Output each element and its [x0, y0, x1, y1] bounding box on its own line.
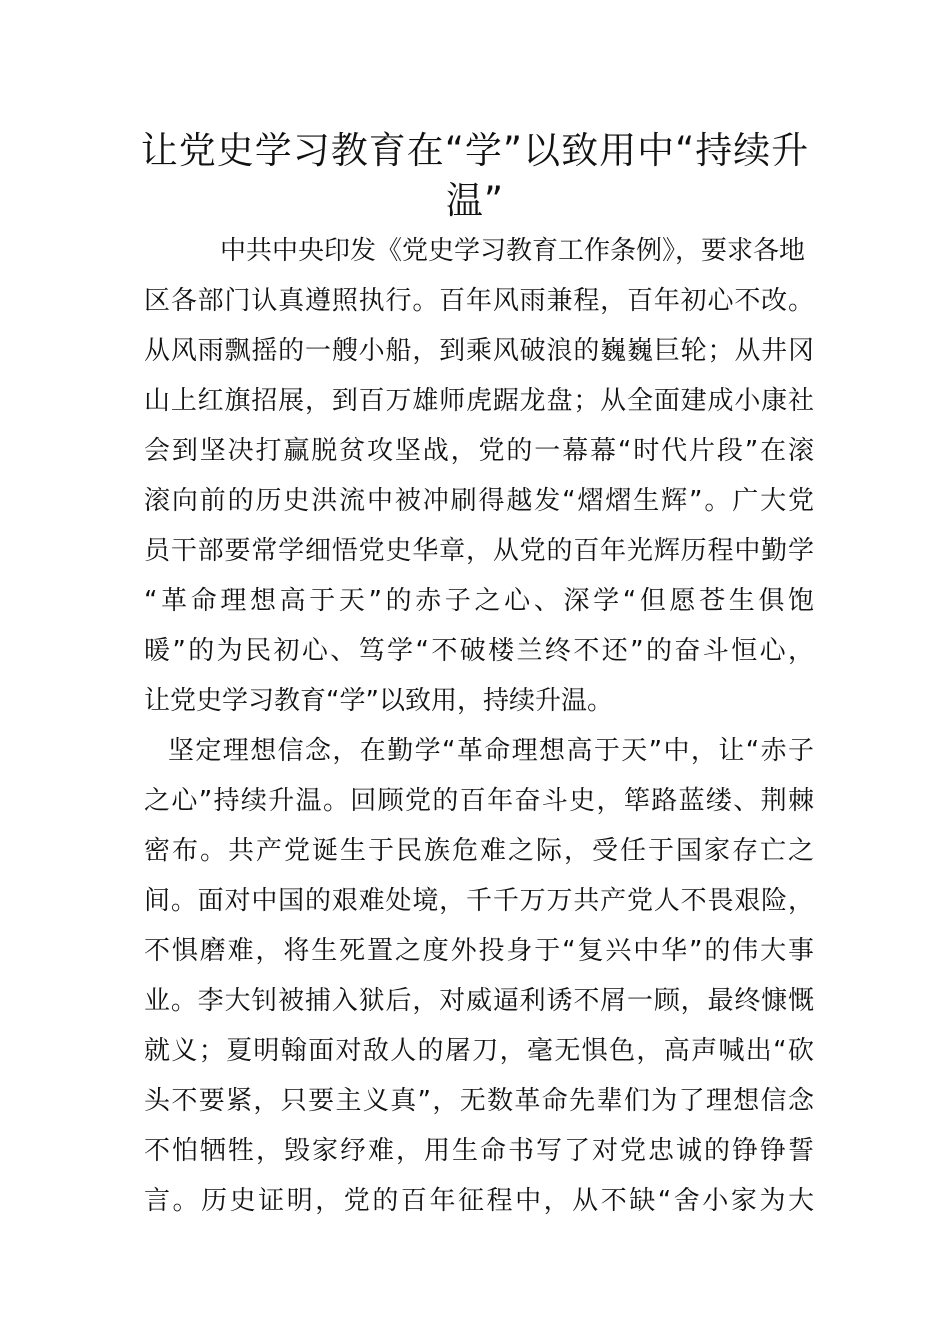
paragraph-2-line-7: 就义；夏明翰面对敌人的屠刀，毫无惧色，高声喊出“砍: [144, 1036, 814, 1066]
paragraph-2-line-2: 之心”持续升温。回顾党的百年奋斗史，筚路蓝缕、荆棘: [144, 786, 814, 816]
paragraph-2-line-5: 不惧磨难，将生死置之度外投身于“复兴中华”的伟大事: [144, 936, 814, 966]
paragraph-1-line-4: 山上红旗招展，到百万雄师虎踞龙盘；从全面建成小康社: [144, 386, 814, 416]
paragraph-1-line-7: 员干部要常学细悟党史华章，从党的百年光辉历程中勤学: [144, 536, 814, 566]
paragraph-1-line-8: “革命理想高于天”的赤子之心、深学“但愿苍生俱饱: [144, 586, 814, 616]
paragraph-1-line-10: 让党史学习教育“学”以致用，持续升温。: [144, 686, 613, 716]
paragraph-1-line-9: 暖”的为民初心、笃学“不破楼兰终不还”的奋斗恒心，: [144, 636, 814, 666]
paragraph-2-line-4: 间。面对中国的艰难处境，千千万万共产党人不畏艰险，: [144, 886, 814, 916]
paragraph-2-line-6: 业。李大钊被捕入狱后，对威逼利诱不屑一顾，最终慷慨: [144, 986, 814, 1016]
paragraph-2-line-1: 坚定理想信念，在勤学“革命理想高于天”中，让“赤子: [168, 736, 814, 766]
paragraph-2-line-3: 密布。共产党诞生于民族危难之际，受任于国家存亡之: [144, 836, 814, 866]
paragraph-1-line-3: 从风雨飘摇的一艘小船，到乘风破浪的巍巍巨轮；从井冈: [144, 336, 814, 366]
paragraph-1-line-5: 会到坚决打赢脱贫攻坚战，党的一幕幕“时代片段”在滚: [144, 436, 814, 466]
paragraph-2-line-10: 言。历史证明，党的百年征程中，从不缺“舍小家为大: [144, 1186, 814, 1216]
paragraph-1-line-2: 区各部门认真遵照执行。百年风雨兼程，百年初心不改。: [144, 286, 814, 316]
paragraph-2-line-9: 不怕牺牲，毁家纾难，用生命书写了对党忠诚的铮铮誓: [144, 1136, 814, 1166]
page-title: 让党史学习教育在“学”以致用中“持续升温”: [140, 129, 810, 222]
paragraph-2-line-8: 头不要紧，只要主义真”，无数革命先辈们为了理想信念: [144, 1086, 814, 1116]
paragraph-1-line-1: 中共中央印发《党史学习教育工作条例》，要求各地: [220, 236, 806, 266]
paragraph-1-line-6: 滚向前的历史洪流中被冲刷得越发“熠熠生辉”。广大党: [144, 486, 814, 516]
